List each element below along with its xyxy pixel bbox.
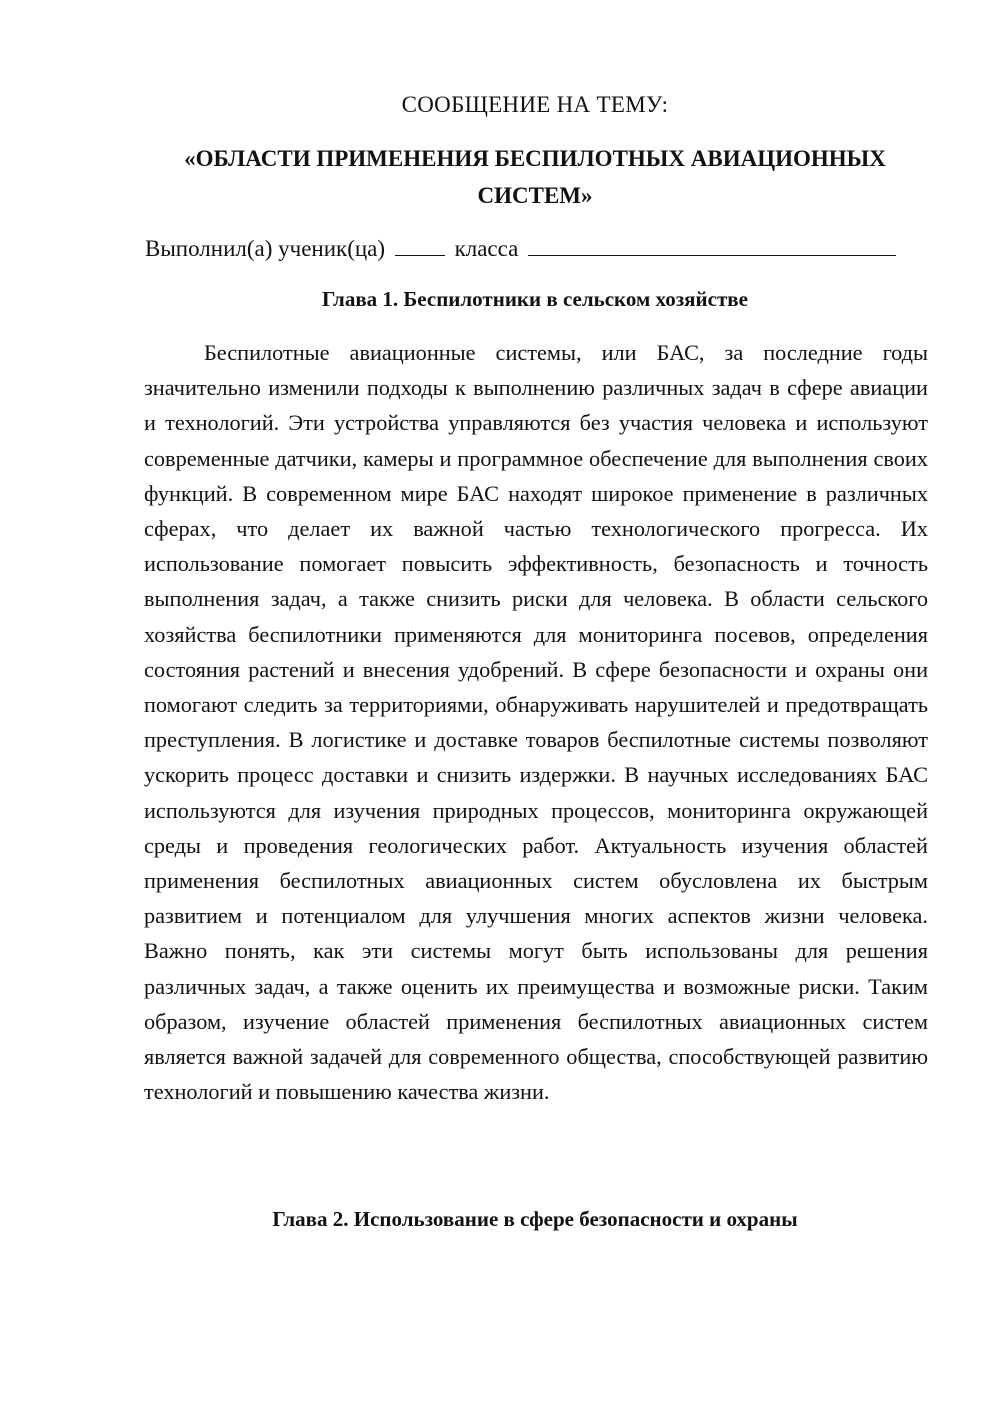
author-label: Выполнил(а) ученик(ца) — [145, 236, 386, 261]
chapter2-heading: Глава 2. Использование в сфере безопасности и охраны — [272, 1207, 798, 1231]
class-label: класса — [454, 236, 519, 261]
grade-blank-field[interactable] — [395, 230, 445, 256]
document-title: «ОБЛАСТИ ПРИМЕНЕНИЯ БЕСПИЛОТНЫХ АВИАЦИОННЫХ СИСТЕМ» — [184, 146, 886, 208]
document-header: СООБЩЕНИЕ НА ТЕМУ: — [401, 92, 669, 117]
chapter1-paragraph: Беспилотные авиационные системы, или БАС, за последние годы значительно изменили подходы к выполнению различных задач в сфере авиации и технологий. Эти устройства управляются без участия человека и используют современные датчики, камеры и программное обеспечение для выполнения своих функций. В современном мире БАС находят широкое применение в различных сферах, что делает их важной частью технологического прогресса. Их использование помогает повысить эффективность, безопасность и точность выполнения задач, а также снизить риски для человека. В области сельского хозяйства беспилотники применяются для мониторинга посевов, определения состояния растений и внесения удобрений. В сфере безопасности и охраны они помогают следить за территориями, обнаруживать нарушителей и предотвращать преступления. В логистике и доставке товаров беспилотные системы позволяют ускорить процесс доставки и снизить издержки. В научных исследованиях БАС используются для изучения природных процессов, мониторинга окружающей среды и проведения геологических работ. Актуальность изучения областей применения беспилотных авиационных систем обусловлена их быстрым развитием и потенциалом для улучшения многих аспектов жизни человека. Важно понять, как эти системы могут быть использованы для решения различных задач, а также оценить их преимущества и возможные риски. Таким образом, изучение областей применения беспилотных авиационных систем является важной задачей для современного общества, способствующей развитию технологий и повышению качества жизни. — [144, 340, 928, 1105]
chapter1-heading: Глава 1. Беспилотники в сельском хозяйстве — [322, 287, 748, 311]
name-blank-field[interactable] — [528, 230, 896, 256]
author-line — [145, 230, 935, 266]
